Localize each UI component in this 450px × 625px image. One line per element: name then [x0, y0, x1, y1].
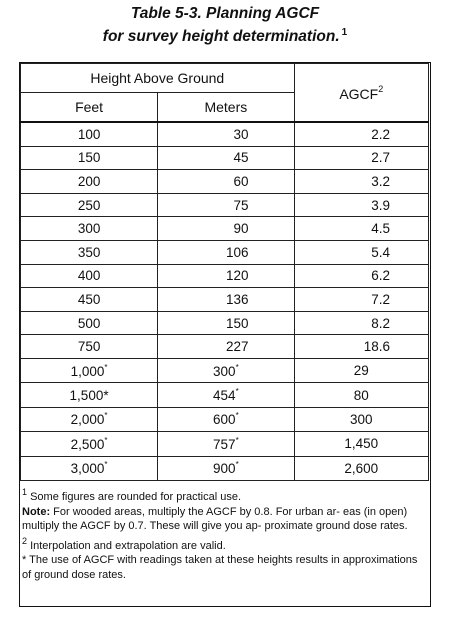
cell-feet-value: 500	[77, 315, 101, 331]
cell-agcf	[294, 383, 428, 407]
cell-feet	[21, 383, 158, 407]
cell-meters	[158, 407, 294, 431]
cell-agcf	[294, 146, 428, 170]
cell-meters-value: 75	[233, 197, 249, 213]
cell-agcf-value: 29	[353, 363, 369, 379]
cell-agcf-value: 80	[353, 387, 369, 403]
cell-feet-value: 2,500	[70, 436, 105, 452]
footnote-2-text: Interpolation and extrapolation are valid.	[27, 539, 226, 552]
cell-feet-value: 3,000	[70, 461, 105, 477]
cell-meters-value: 757	[213, 436, 236, 452]
cell-agcf	[294, 358, 428, 382]
cell-meters-value: 454	[213, 388, 236, 404]
cell-agcf-value: 1,450	[344, 436, 379, 452]
cell-feet	[21, 432, 158, 456]
cell-agcf	[294, 335, 428, 359]
header-agcf-label: AGCF	[339, 85, 379, 102]
cell-agcf-value: 2.2	[371, 126, 390, 142]
cell-meters	[158, 240, 294, 264]
cell-agcf-value: 6.2	[371, 268, 390, 284]
table-row	[21, 170, 429, 194]
cell-agcf	[294, 407, 428, 431]
cell-feet-value: 400	[77, 268, 101, 284]
cell-meters	[158, 217, 294, 241]
title-line-2-text: for survey height determination.	[102, 28, 340, 45]
cell-meters-value: 900	[213, 461, 236, 477]
cell-feet-value: 450	[77, 291, 101, 307]
table-row	[21, 146, 429, 170]
cell-agcf	[294, 240, 428, 264]
cell-meters-value: 600	[213, 412, 236, 428]
cell-feet-mark: *	[104, 411, 108, 421]
cell-feet-mark: *	[104, 435, 108, 445]
table-row	[21, 122, 429, 146]
cell-agcf-value: 3.2	[371, 173, 390, 189]
cell-meters	[158, 170, 294, 194]
cell-feet-value: 150	[77, 150, 101, 166]
footnote-2	[22, 534, 426, 554]
cell-feet-value: 1,000	[70, 363, 105, 379]
cell-agcf	[294, 217, 428, 241]
cell-meters-mark: *	[235, 460, 239, 470]
cell-meters-value: 106	[226, 244, 249, 260]
cell-feet	[21, 311, 158, 335]
table-row	[21, 240, 429, 264]
cell-agcf-value: 7.2	[371, 291, 390, 307]
table-row	[21, 288, 429, 312]
cell-agcf	[294, 193, 428, 217]
cell-agcf-value: 5.4	[371, 244, 390, 260]
cell-agcf-value: 8.2	[371, 315, 390, 331]
cell-meters-value: 30	[233, 126, 249, 142]
cell-feet-mark: *	[104, 362, 108, 372]
footnote-1-text: Some figures are rounded for practical use.	[27, 491, 242, 503]
table-row	[21, 383, 429, 407]
cell-meters	[158, 122, 294, 146]
cell-agcf	[294, 264, 428, 288]
table-row	[21, 217, 429, 241]
cell-feet-value: 250	[77, 197, 101, 213]
cell-agcf	[294, 170, 428, 194]
cell-agcf-value: 300	[350, 411, 373, 427]
cell-meters-value: 300	[213, 363, 236, 379]
header-agcf-mark: 2	[378, 83, 384, 94]
table-row	[21, 456, 429, 480]
cell-feet	[21, 193, 158, 217]
cell-meters-mark: *	[235, 387, 239, 397]
table-row	[21, 432, 429, 456]
agcf-table	[20, 63, 429, 481]
header-meters: Meters	[158, 93, 294, 123]
footnote-asterisk: * The use of AGCF with readings taken at these heights results in approximations of ground dose rates.	[22, 554, 418, 581]
cell-meters-value: 120	[226, 268, 249, 284]
cell-agcf-value: 2.7	[371, 150, 390, 166]
cell-meters-value: 227	[226, 339, 249, 355]
note-label: Note:	[22, 505, 51, 518]
footnote-1-mark: 1	[22, 487, 28, 497]
cell-feet	[21, 264, 158, 288]
table-row	[21, 193, 429, 217]
cell-agcf	[294, 432, 428, 456]
cell-meters-mark: *	[235, 362, 239, 372]
cell-feet	[21, 217, 158, 241]
note-paragraph	[22, 505, 426, 534]
header-height-above-ground: Height Above Ground	[21, 64, 295, 93]
title-line-1: Table 5-3. Planning AGCF	[130, 5, 320, 22]
footnote-2-mark: 2	[22, 535, 28, 546]
cell-feet-value: 750	[77, 339, 101, 355]
cell-agcf	[294, 311, 428, 335]
cell-feet	[21, 122, 158, 146]
table-row	[21, 335, 429, 359]
table-body	[21, 122, 429, 480]
cell-feet-value: 1,500*	[69, 388, 109, 404]
cell-feet-value: 350	[77, 244, 101, 260]
cell-meters	[158, 264, 294, 288]
cell-meters-mark: *	[235, 435, 239, 445]
cell-agcf	[294, 122, 428, 146]
cell-feet	[21, 146, 158, 170]
cell-agcf-value: 4.5	[371, 221, 390, 237]
cell-feet-value: 300	[77, 221, 101, 237]
cell-meters	[158, 383, 294, 407]
footnote-1	[22, 485, 426, 505]
table-row	[21, 358, 429, 382]
cell-feet	[21, 170, 158, 194]
cell-meters	[158, 288, 294, 312]
cell-meters-value: 90	[233, 221, 249, 237]
cell-feet-value: 2,000	[70, 412, 105, 428]
table-title	[0, 4, 450, 46]
cell-meters-value: 60	[233, 173, 249, 189]
cell-agcf-value: 18.6	[363, 339, 390, 355]
table-notes	[22, 485, 426, 582]
cell-meters-value: 45	[233, 150, 249, 166]
cell-meters	[158, 456, 294, 480]
cell-feet	[21, 456, 158, 480]
table-row	[21, 407, 429, 431]
table-frame	[19, 62, 431, 607]
cell-meters	[158, 335, 294, 359]
cell-meters	[158, 311, 294, 335]
cell-feet-value: 200	[77, 173, 101, 189]
table-row	[21, 311, 429, 335]
cell-meters	[158, 432, 294, 456]
cell-agcf	[294, 456, 428, 480]
header-feet: Feet	[21, 93, 158, 123]
cell-agcf-value: 2,600	[344, 460, 379, 476]
cell-meters	[158, 146, 294, 170]
note-text: For wooded areas, multiply the AGCF by 0.8. For urban ar- eas (in open) multiply the AGCF by 0.7. These will give you ap- proximate ground dose rates.	[22, 505, 408, 532]
cell-meters-value: 150	[226, 315, 249, 331]
cell-feet	[21, 335, 158, 359]
cell-agcf-value: 3.9	[371, 197, 390, 213]
title-footnote-mark: 1	[341, 27, 348, 38]
header-agcf	[294, 64, 428, 123]
cell-meters-mark: *	[235, 411, 239, 421]
cell-meters	[158, 193, 294, 217]
cell-feet-value: 100	[77, 126, 101, 142]
cell-meters-value: 136	[226, 291, 249, 307]
cell-agcf	[294, 288, 428, 312]
title-line-2	[0, 23, 450, 46]
table-row	[21, 264, 429, 288]
cell-feet	[21, 407, 158, 431]
cell-feet	[21, 288, 158, 312]
cell-meters	[158, 358, 294, 382]
cell-feet	[21, 358, 158, 382]
cell-feet	[21, 240, 158, 264]
cell-feet-mark: *	[104, 460, 108, 470]
